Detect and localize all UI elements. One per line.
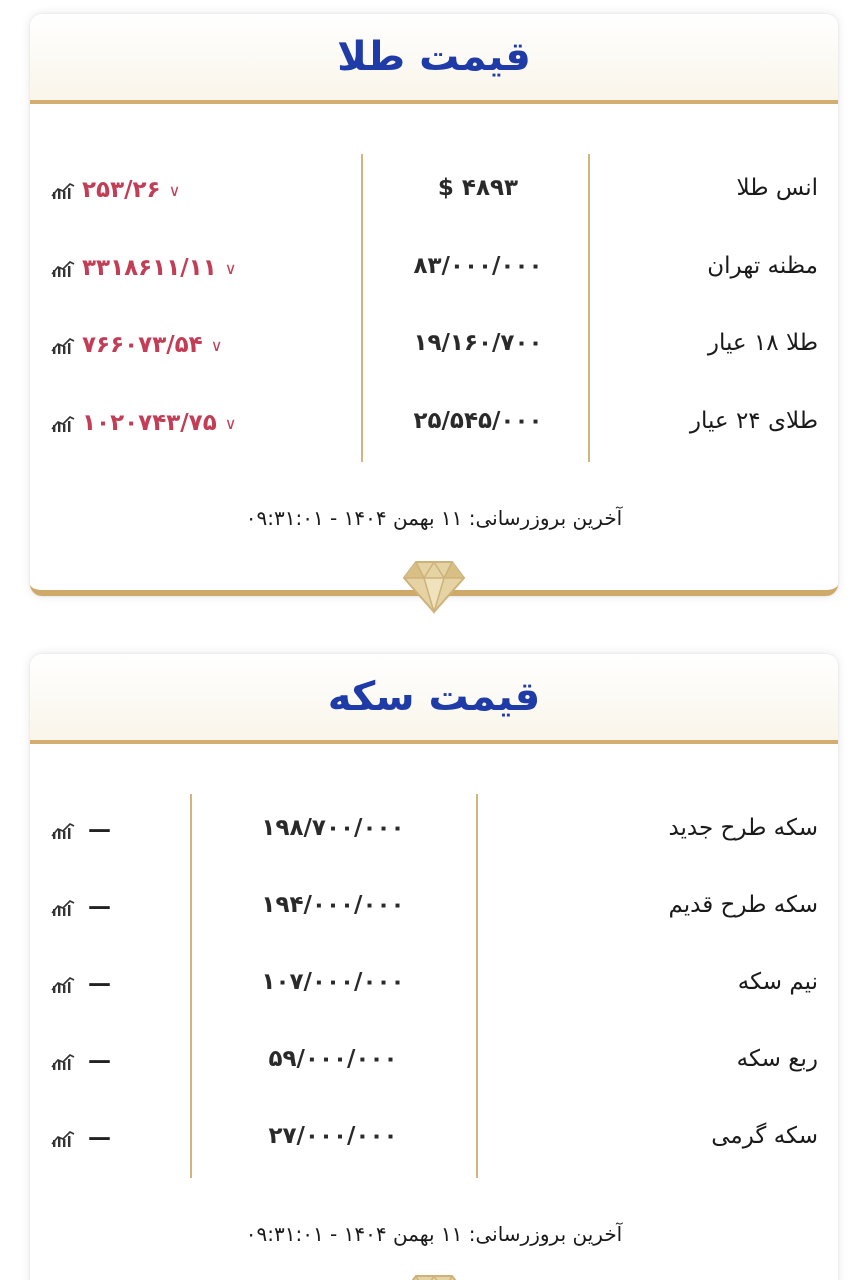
coin-price-table xyxy=(30,794,838,1178)
item-price: ۱۹/۱۶۰/۷۰۰ xyxy=(413,330,543,356)
item-change xyxy=(50,813,111,847)
table-row[interactable] xyxy=(30,887,838,927)
item-change xyxy=(50,173,180,207)
item-change xyxy=(50,251,236,285)
item-name: طلای ۲۴ عیار xyxy=(689,408,818,434)
coin-price-card xyxy=(30,654,838,1280)
table-row[interactable] xyxy=(30,325,838,365)
item-name: ربع سکه xyxy=(736,1046,818,1072)
item-change xyxy=(50,1044,111,1078)
change-value: ۳۳۱۸۶۱۱/۱۱ xyxy=(82,255,217,281)
change-value: ۷۶۶۰۷۳/۵۴ xyxy=(82,332,203,358)
gold-card-header xyxy=(30,14,838,104)
item-name: انس طلا xyxy=(736,175,818,201)
last-updated-time: ۰۹:۳۱:۰۱ xyxy=(245,1222,324,1246)
gold-card-title: قیمت طلا xyxy=(337,34,531,80)
table-row[interactable] xyxy=(30,403,838,443)
item-name: نیم سکه xyxy=(737,969,818,995)
item-price: ۲۵/۵۴۵/۰۰۰ xyxy=(413,408,543,434)
item-price: ۸۳/۰۰۰/۰۰۰ xyxy=(413,253,543,279)
table-row[interactable] xyxy=(30,1041,838,1081)
last-updated-label: آخرین بروزرسانی: ۱۱ بهمن ۱۴۰۴ - xyxy=(323,506,623,530)
change-value: — xyxy=(88,894,111,920)
diamond-icon xyxy=(402,1270,466,1280)
item-name: مظنه تهران xyxy=(707,253,818,279)
last-updated-label: آخرین بروزرسانی: ۱۱ بهمن ۱۴۰۴ - xyxy=(323,1222,623,1246)
item-price: ۲۷/۰۰۰/۰۰۰ xyxy=(268,1123,398,1149)
change-value: — xyxy=(88,1125,111,1151)
chevron-down-icon: ∨ xyxy=(224,258,237,278)
item-name: سکه گرمی xyxy=(711,1123,818,1149)
change-value: ۲۵۳/۲۶ xyxy=(82,177,161,203)
item-price: ۱۹۴/۰۰۰/۰۰۰ xyxy=(261,892,405,918)
change-value: — xyxy=(88,1048,111,1074)
coin-card-header xyxy=(30,654,838,744)
item-change xyxy=(50,890,111,924)
item-price: ۱۹۸/۷۰۰/۰۰۰ xyxy=(261,815,405,841)
bar-chart-icon[interactable] xyxy=(50,1051,76,1071)
bar-chart-icon[interactable] xyxy=(50,180,76,200)
table-row[interactable] xyxy=(30,964,838,1004)
last-updated-time: ۰۹:۳۱:۰۱ xyxy=(245,506,324,530)
table-row[interactable] xyxy=(30,810,838,850)
item-change xyxy=(50,406,236,440)
table-row[interactable] xyxy=(30,170,838,210)
item-change xyxy=(50,1121,111,1155)
last-updated xyxy=(30,506,838,530)
bar-chart-icon[interactable] xyxy=(50,413,76,433)
diamond-icon xyxy=(402,556,466,614)
bar-chart-icon[interactable] xyxy=(50,897,76,917)
table-row[interactable] xyxy=(30,1118,838,1158)
item-change xyxy=(50,328,222,362)
gold-price-table xyxy=(30,154,838,462)
coin-card-title: قیمت سکه xyxy=(327,674,541,720)
item-price: $ ۴۸۹۳ xyxy=(437,175,519,201)
item-price: ۵۹/۰۰۰/۰۰۰ xyxy=(268,1046,398,1072)
bar-chart-icon[interactable] xyxy=(50,974,76,994)
gold-price-card xyxy=(30,14,838,596)
item-price: ۱۰۷/۰۰۰/۰۰۰ xyxy=(261,969,405,995)
change-value: ۱۰۲۰۷۴۳/۷۵ xyxy=(82,410,217,436)
chevron-down-icon: ∨ xyxy=(224,413,237,433)
table-row[interactable] xyxy=(30,248,838,288)
chevron-down-icon: ∨ xyxy=(210,335,223,355)
change-value: — xyxy=(88,817,111,843)
item-name: سکه طرح جدید xyxy=(668,815,818,841)
bar-chart-icon[interactable] xyxy=(50,335,76,355)
change-value: — xyxy=(88,971,111,997)
item-change xyxy=(50,967,111,1001)
chevron-down-icon: ∨ xyxy=(168,180,181,200)
bar-chart-icon[interactable] xyxy=(50,1128,76,1148)
last-updated xyxy=(30,1222,838,1246)
item-name: طلا ۱۸ عیار xyxy=(707,330,818,356)
bar-chart-icon[interactable] xyxy=(50,820,76,840)
item-name: سکه طرح قدیم xyxy=(668,892,818,918)
bar-chart-icon[interactable] xyxy=(50,258,76,278)
